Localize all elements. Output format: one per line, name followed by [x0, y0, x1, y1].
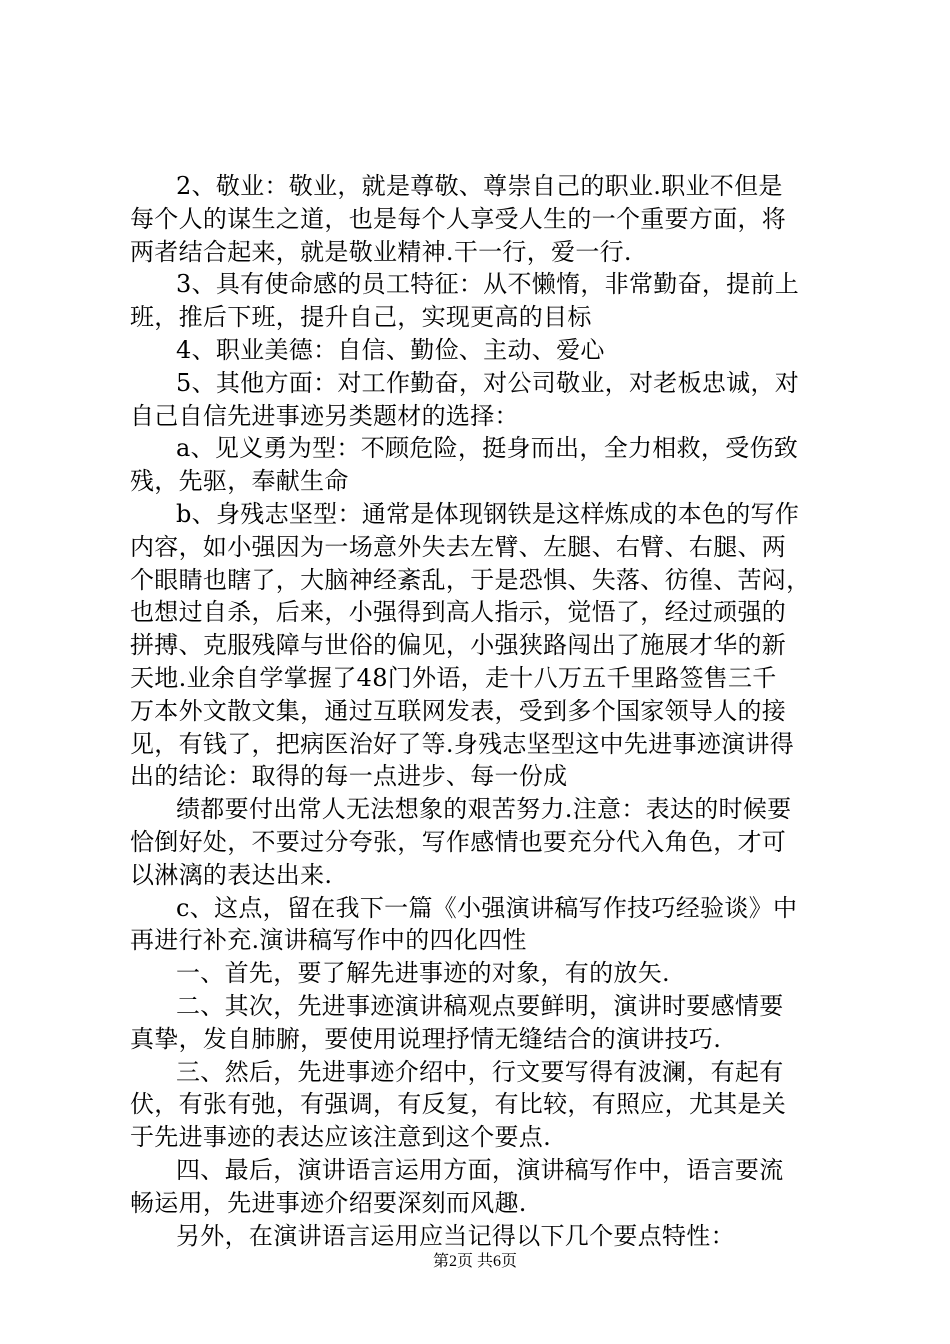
text-line: 残，先驱，奉献生命 — [130, 467, 349, 496]
text-line: 个眼睛也瞎了，大脑神经紊乱，于是恐惧、失落、彷徨、苦闷， — [130, 565, 811, 594]
text-line: 恰倒好处，不要过分夸张，写作感情也要充分代入角色，才可 — [130, 827, 787, 856]
text-line: 另外，在演讲语言运用应当记得以下几个要点特性： — [176, 1221, 735, 1250]
text-line: 于先进事迹的表达应该注意到这个要点. — [130, 1123, 552, 1152]
text-line: 伏，有张有弛，有强调，有反复，有比较，有照应，尤其是关 — [130, 1090, 787, 1119]
text-line: 四、最后，演讲语言运用方面，演讲稿写作中，语言要流 — [176, 1155, 784, 1184]
text-line: 也想过自杀，后来，小强得到高人指示，觉悟了，经过顽强的 — [130, 598, 787, 627]
text-line: 内容，如小强因为一场意外失去左臂、左腿、右臂、右腿、两 — [130, 532, 787, 561]
text-line: 拼搏、克服残障与世俗的偏见，小强狭路闯出了施展才华的新 — [130, 631, 787, 660]
text-line: 每个人的谋生之道，也是每个人享受人生的一个重要方面，将 — [130, 204, 787, 233]
text-line: 3、具有使命感的员工特征：从不懒惰，非常勤奋，提前上 — [176, 270, 800, 299]
text-line: 以淋漓的表达出来. — [130, 860, 333, 889]
text-line: 真挚，发自肺腑，要使用说理抒情无缝结合的演讲技巧. — [130, 1024, 722, 1053]
text-line: 见，有钱了，把病医治好了等.身残志坚型这中先进事迹演讲得 — [130, 729, 795, 758]
text-line: 5、其他方面：对工作勤奋，对公司敬业，对老板忠诚，对 — [176, 368, 800, 397]
text-line: 万本外文散文集，通过互联网发表，受到多个国家领导人的接 — [130, 696, 787, 725]
text-line: 两者结合起来，就是敬业精神.干一行，爱一行. — [130, 237, 632, 266]
text-line: 再进行补充.演讲稿写作中的四化四性 — [130, 926, 527, 955]
text-line: 一、首先，要了解先进事迹的对象，有的放矢. — [176, 959, 670, 988]
text-line: b、身残志坚型：通常是体现钢铁是这样炼成的本色的写作 — [176, 499, 800, 528]
text-line: 绩都要付出常人无法想象的艰苦努力.注意：表达的时候要 — [176, 795, 792, 824]
text-line: 出的结论：取得的每一点进步、每一份成 — [130, 762, 568, 791]
text-line: 三、然后，先进事迹介绍中，行文要写得有波澜，有起有 — [176, 1057, 784, 1086]
text-line: 畅运用，先进事迹介绍要深刻而风趣. — [130, 1188, 527, 1217]
text-line: 4、职业美德：自信、勤俭、主动、爱心 — [176, 335, 605, 364]
text-line: c、这点，留在我下一篇《小强演讲稿写作技巧经验谈》中 — [176, 893, 798, 922]
text-line: 2、敬业：敬业，就是尊敬、尊崇自己的职业.职业不但是 — [176, 172, 783, 200]
page-number-footer: 第2页 共6页 — [432, 1253, 517, 1270]
text-line: a、见义勇为型：不顾危险，挺身而出，全力相救，受伤致 — [176, 434, 799, 463]
text-line: 二、其次，先进事迹演讲稿观点要鲜明，演讲时要感情要 — [176, 991, 784, 1020]
text-line: 班，推后下班，提升自己，实现更高的目标 — [130, 303, 592, 332]
text-line: 天地.业余自学掌握了48门外语，走十八万五千里路签售三千 — [130, 663, 777, 692]
text-line: 自己自信先进事迹另类题材的选择： — [130, 401, 519, 430]
document-body — [130, 170, 832, 1252]
